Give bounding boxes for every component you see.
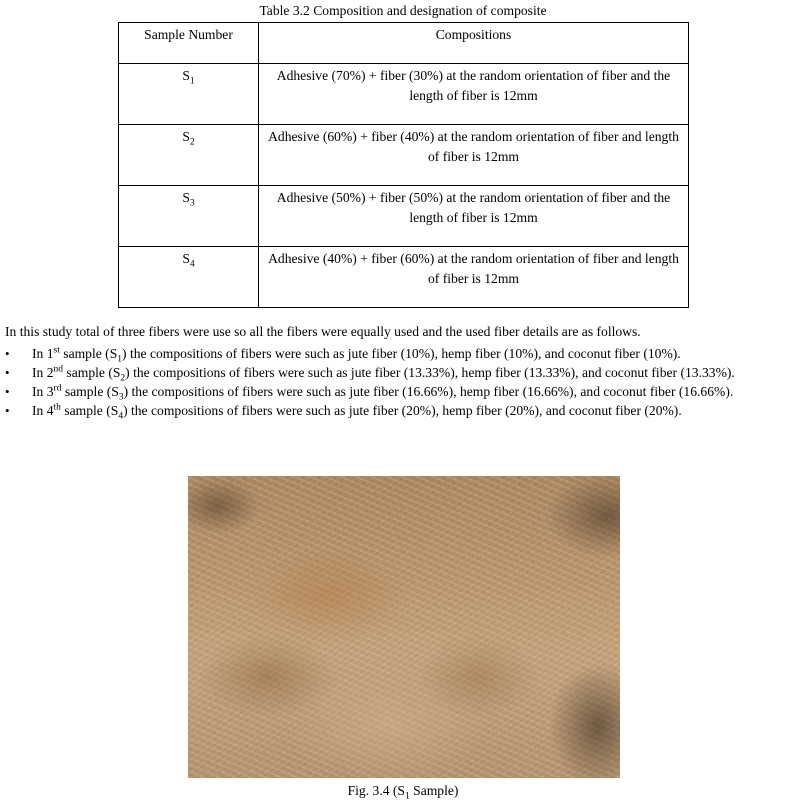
table-header-row <box>119 23 689 64</box>
table-row <box>119 125 689 186</box>
bullet-icon: • <box>5 403 10 419</box>
table-row <box>119 64 689 125</box>
list-item: • In 3rd sample $(S_3)$ the compositions of fibers were such as jute fiber (16.66%), hemp fiber (16.66%), and coconut fiber (16.66%). <box>5 383 734 403</box>
composition-cell: Adhesive (50%) + fiber (50%) at the random orientation of fiber and the length of fiber is 12mm <box>259 186 689 247</box>
list-item: • In 2nd sample $(S_2)$ the compositions of fibers were such as jute fiber (13.33%), hemp fiber (13.33%), and coconut fiber (13.33%). <box>5 364 735 384</box>
intro-paragraph: In this study total of three fibers were use so all the fibers were equally used and the used fiber details are as follows. <box>5 324 641 339</box>
sample-cell: $S_4$ <box>119 247 259 308</box>
bullet-icon: • <box>5 384 10 400</box>
s1-sample-photo <box>188 476 620 778</box>
table-caption: Table 3.2 Composition and designation of composite <box>259 3 547 18</box>
composition-cell: Adhesive (40%) + fiber (60%) at the random orientation of fiber and length of fiber is 12mm <box>259 247 689 308</box>
bullet-icon: • <box>5 346 10 361</box>
sample-cell: $S_1$ <box>119 64 259 125</box>
table-row <box>119 186 689 247</box>
sample-cell: $S_3$ <box>119 186 259 247</box>
composition-cell: Adhesive (70%) + fiber (30%) at the random orientation of fiber and the length of fiber is 12mm <box>259 64 689 125</box>
bullet-icon: • <box>5 365 10 381</box>
list-item: • In 4th sample $(S_4)$ the compositions of fibers were such as jute fiber (20%), hemp fiber (20%), and coconut fiber (20%). <box>5 402 682 422</box>
fiber-composition-list <box>5 346 802 422</box>
table-row <box>119 247 689 308</box>
header-compositions: Compositions <box>259 23 689 64</box>
composition-table <box>118 22 689 308</box>
header-sample-number: Sample Number <box>119 23 259 64</box>
composition-cell: Adhesive (60%) + fiber (40%) at the random orientation of fiber and length of fiber is 12mm <box>259 125 689 186</box>
figure-caption: Fig. 3.4 ($S_1$ Sample) <box>347 783 459 802</box>
sample-cell: $S_2$ <box>119 125 259 186</box>
list-item: • In 1st sample $(S_1)$ the compositions of fibers were such as jute fiber (10%), hemp fiber (10%), and coconut fiber (10%). <box>5 345 681 365</box>
